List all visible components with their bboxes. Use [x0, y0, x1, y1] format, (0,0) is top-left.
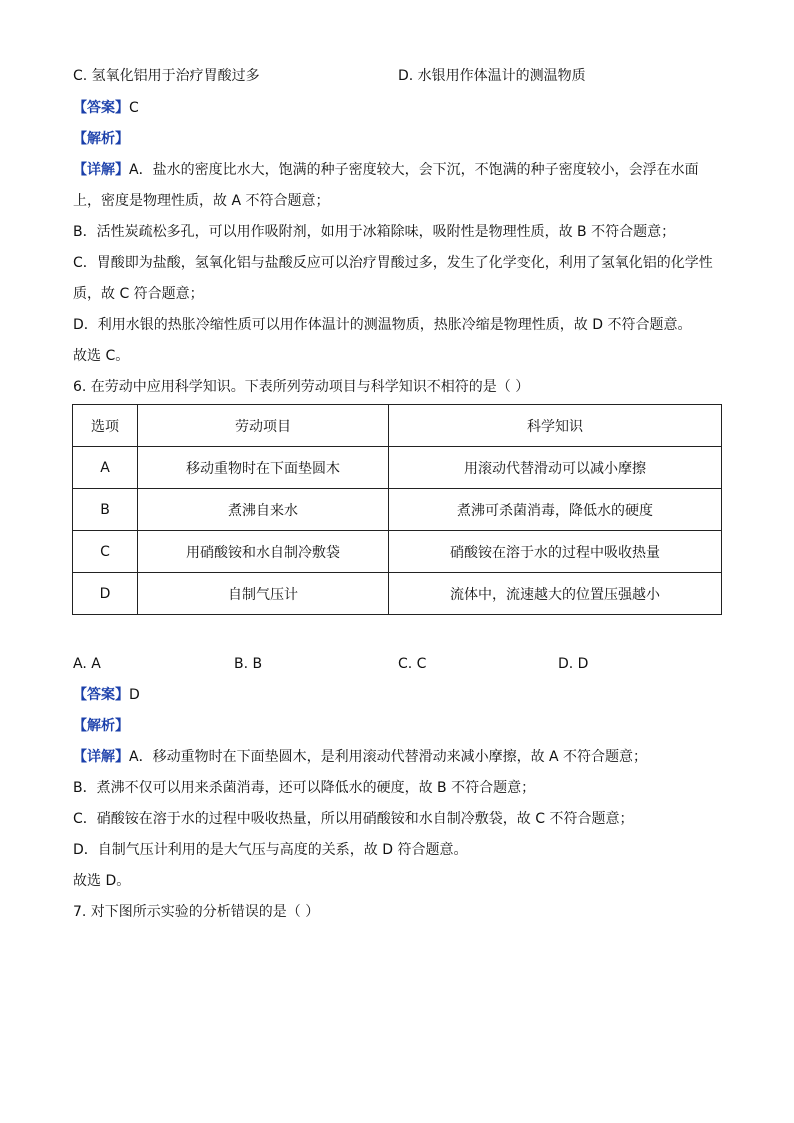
q5-answer: [73, 98, 139, 118]
table-cell: 自制气压计: [138, 573, 389, 615]
table-cell: D: [73, 573, 138, 615]
q5-detail-line-6: 故选 C。: [73, 348, 130, 364]
table-header-row: [73, 405, 722, 447]
analysis-label: 【解析】: [73, 131, 129, 147]
q6-option-a: A. A: [73, 656, 101, 672]
q6-analysis-label: [73, 716, 129, 736]
detail-text: A．盐水的密度比水大，饱满的种子密度较大，会下沉，不饱满的种子密度较小，会浮在水面: [129, 162, 699, 178]
table-header-cell: 劳动项目: [138, 405, 389, 447]
q6-question: 6. 在劳动中应用科学知识。下表所列劳动项目与科学知识不相符的是（ ）: [73, 379, 530, 395]
table-cell: 用滚动代替滑动可以减小摩擦: [389, 447, 722, 489]
answer-label: 【答案】: [73, 100, 129, 116]
q5-detail-line-2: B．活性炭疏松多孔，可以用作吸附剂，如用于冰箱除味，吸附性是物理性质，故 B 不符合题意；: [73, 224, 676, 240]
q5-detail-line-3: C．胃酸即为盐酸，氢氧化铝与盐酸反应可以治疗胃酸过多，发生了化学变化，利用了氢氧化铝的化学性: [73, 255, 713, 271]
table-cell: 煮沸自来水: [138, 489, 389, 531]
answer-value: C: [129, 100, 139, 116]
q5-option-d: D. 水银用作体温计的测温物质: [398, 68, 586, 84]
answer-value: D: [129, 687, 140, 703]
q5-analysis-label: [73, 129, 129, 149]
q6-option-b: B. B: [234, 656, 263, 672]
q6-detail-line-0: [73, 747, 647, 767]
table-header-cell: 选项: [73, 405, 138, 447]
q5-detail-line-0: [73, 160, 699, 180]
q5-detail-line-5: D．利用水银的热胀冷缩性质可以用作体温计的测温物质，热胀冷缩是物理性质，故 D 不符合题意。: [73, 317, 692, 333]
q5-option-c: C. 氢氧化铝用于治疗胃酸过多: [73, 68, 260, 84]
q5-detail-line-1: 上，密度是物理性质，故 A 不符合题意；: [73, 193, 330, 209]
table-cell: B: [73, 489, 138, 531]
detail-text: A．移动重物时在下面垫圆木，是利用滚动代替滑动来减小摩擦，故 A 不符合题意；: [129, 749, 648, 765]
detail-label: 【详解】: [73, 162, 129, 178]
table-row: [73, 447, 722, 489]
q6-detail-line-3: D．自制气压计利用的是大气压与高度的关系，故 D 符合题意。: [73, 842, 468, 858]
table-row: [73, 573, 722, 615]
table-cell: A: [73, 447, 138, 489]
table-cell: C: [73, 531, 138, 573]
table-cell: 流体中，流速越大的位置压强越小: [389, 573, 722, 615]
analysis-label: 【解析】: [73, 718, 129, 734]
q6-option-d: D. D: [558, 656, 589, 672]
answer-label: 【答案】: [73, 687, 129, 703]
table-cell: 用硝酸铵和水自制冷敷袋: [138, 531, 389, 573]
table-header-cell: 科学知识: [389, 405, 722, 447]
detail-label: 【详解】: [73, 749, 129, 765]
q7-question: 7. 对下图所示实验的分析错误的是（ ）: [73, 904, 320, 920]
table-cell: 硝酸铵在溶于水的过程中吸收热量: [389, 531, 722, 573]
q5-detail-line-4: 质，故 C 符合题意；: [73, 286, 204, 302]
table-row: [73, 531, 722, 573]
q6-answer: [73, 685, 140, 705]
table-row: [73, 489, 722, 531]
q6-option-c: C. C: [398, 656, 427, 672]
q6-table: [72, 404, 722, 615]
table-cell: 移动重物时在下面垫圆木: [138, 447, 389, 489]
q6-detail-line-1: B．煮沸不仅可以用来杀菌消毒，还可以降低水的硬度，故 B 不符合题意；: [73, 780, 536, 796]
q6-detail-line-4: 故选 D。: [73, 873, 131, 889]
q6-detail-line-2: C．硝酸铵在溶于水的过程中吸收热量，所以用硝酸铵和水自制冷敷袋，故 C 不符合题意；: [73, 811, 634, 827]
table-cell: 煮沸可杀菌消毒，降低水的硬度: [389, 489, 722, 531]
